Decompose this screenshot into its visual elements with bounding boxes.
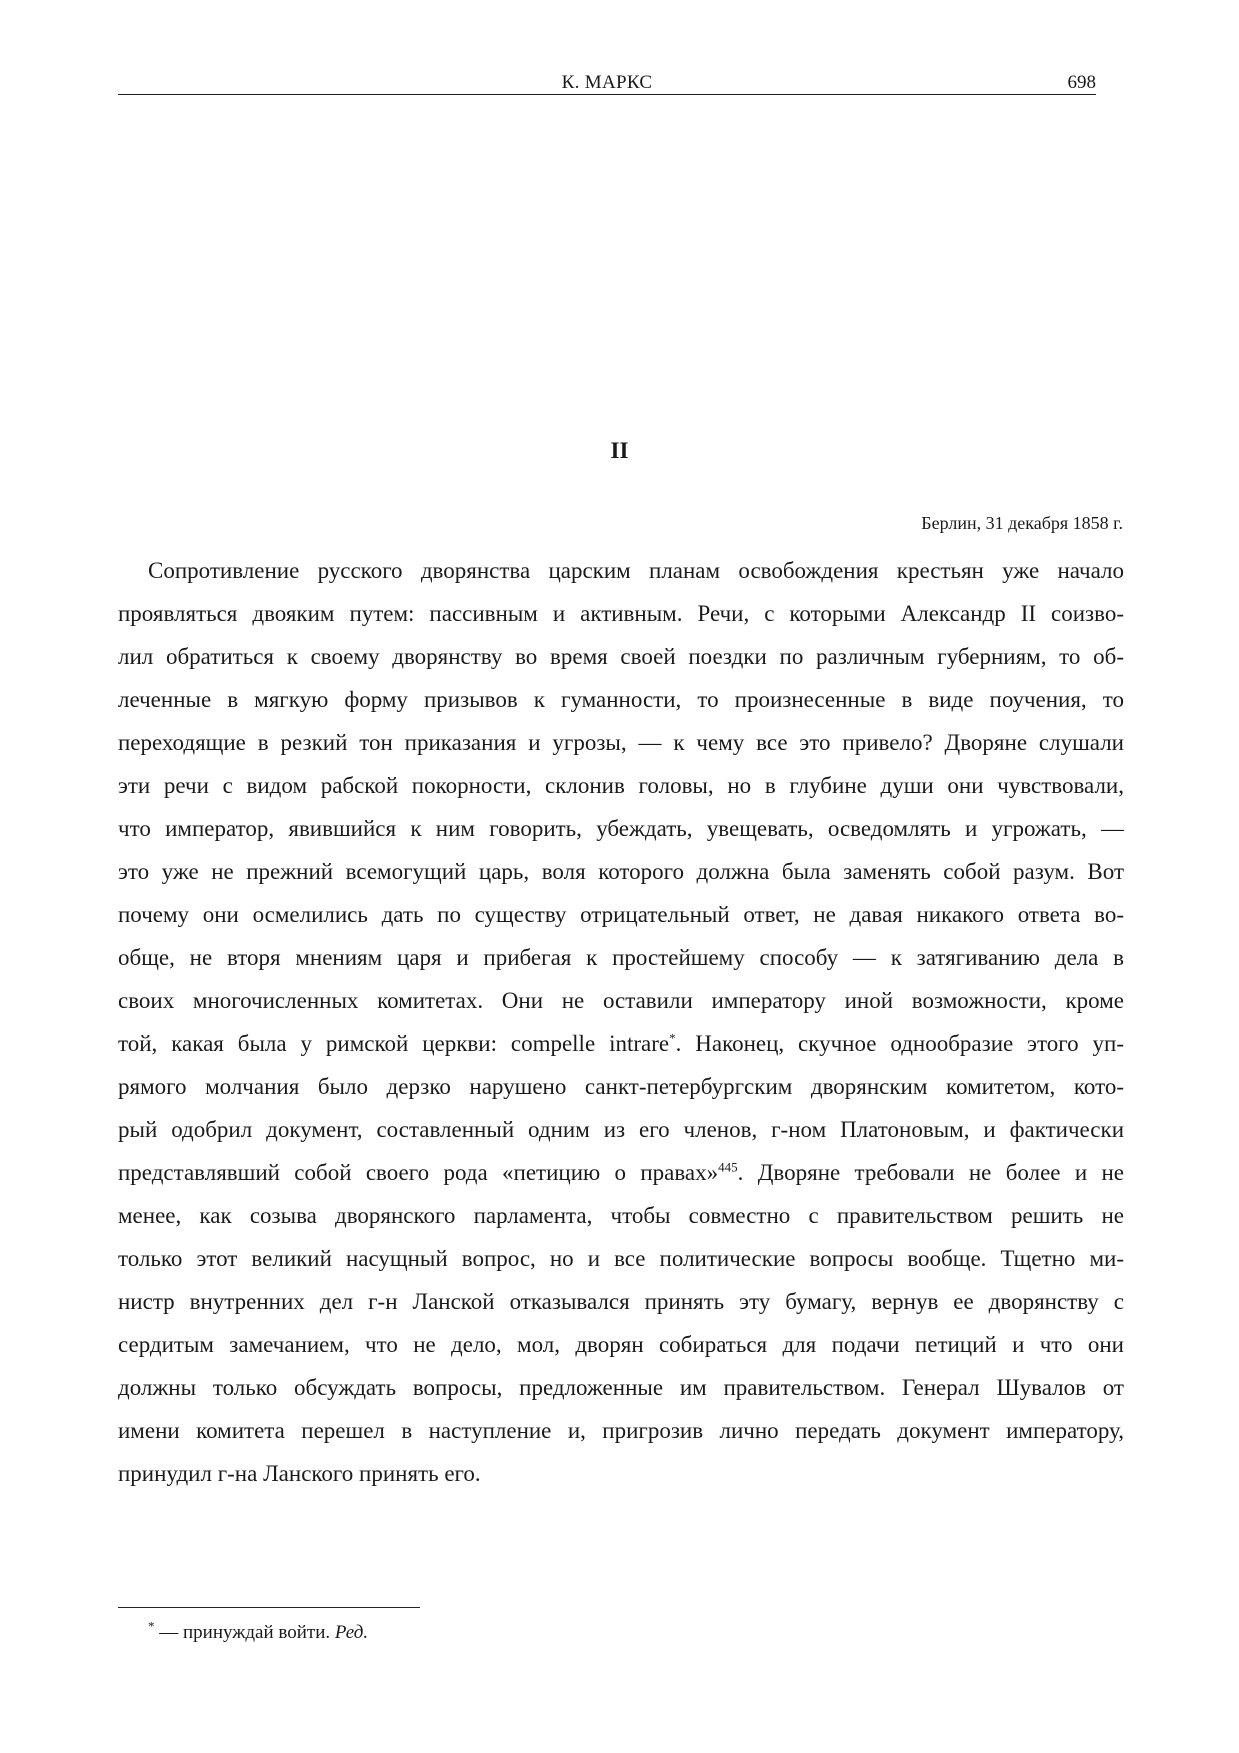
text-line: рямого молчания было дерзко нарушено санкт-петербургским дворянским комитетом, кото- — [118, 1074, 1124, 1099]
text-fragment: той, какая была у римской церкви: compelle intrare — [118, 1031, 670, 1056]
text-line: переходящие в резкий тон приказания и угрозы, — к чему все это привело? Дворяне слушали — [118, 730, 1124, 755]
text-line: должны только обсуждать вопросы, предложенные им правительством. Генерал Шувалов от — [118, 1375, 1124, 1400]
text-line: почему они осмелились дать по существу отрицательный ответ, не давая никакого ответа во- — [118, 902, 1124, 927]
text-line: это уже не прежний всемогущий царь, воля которого должна была заменять собой разум. Вот — [118, 859, 1124, 884]
footnote-divider — [118, 1607, 420, 1608]
footnote-marker: * — [669, 1030, 676, 1046]
text-line: только этот великий насущный вопрос, но и все политические вопросы вообще. Тщетно ми- — [118, 1246, 1124, 1271]
text-line: Сопротивление русского дворянства царским планам освобождения крестьян уже начало — [148, 558, 1124, 583]
text-line: своих многочисленных комитетах. Они не оставили императору иной возможности, кроме — [118, 988, 1124, 1013]
footnote-editor-note: Ред. — [334, 1622, 369, 1643]
running-header — [118, 72, 1096, 95]
text-line — [118, 1022, 1124, 1065]
footnote-mark: * — [148, 1618, 155, 1634]
page-number: 698 — [1067, 72, 1096, 93]
text-line: эти речи с видом рабской покорности, склонив головы, но в глубине души они чувствовали, — [118, 773, 1124, 798]
footnote-text: — принуждай войти. — [154, 1622, 335, 1643]
text-line: что император, явившийся к ним говорить, убеждать, увещевать, осведомлять и угрожать, — — [118, 816, 1124, 841]
running-header-author: К. МАРКС — [561, 72, 653, 93]
text-line: нистр внутренних дел г-н Ланской отказывался принять эту бумагу, вернув ее дворянству с — [118, 1289, 1124, 1314]
text-line: леченные в мягкую форму призывов к гуманности, то произнесенные в виде поучения, то — [118, 687, 1124, 712]
text-fragment: . Наконец, скучное однообразие этого уп- — [675, 1031, 1125, 1056]
endnote-reference: 445 — [718, 1159, 738, 1175]
text-line: рый одобрил документ, составленный одним из его членов, г-ном Платоновым, и фактически — [118, 1117, 1124, 1142]
text-line: менее, как созыва дворянского парламента, чтобы совместно с правительством решить не — [118, 1203, 1124, 1228]
text-line — [118, 1151, 1124, 1194]
text-line: проявляться двояким путем: пассивным и активным. Речи, с которыми Александр II соизво- — [118, 601, 1124, 626]
footnote — [148, 1618, 369, 1644]
text-line: принудил г-на Ланского принять его. — [118, 1461, 481, 1486]
text-line: лил обратиться к своему дворянству во время своей поездки по различным губерниям, то об- — [118, 644, 1124, 669]
dateline: Берлин, 31 декабря 1858 г. — [921, 513, 1123, 533]
text-fragment: представлявший собой своего рода «петицию о правах» — [118, 1160, 719, 1185]
text-fragment: . Дворяне требовали не более и не — [737, 1160, 1124, 1185]
text-line: обще, не вторя мнениям царя и прибегая к простейшему способу — к затягиванию дела в — [118, 945, 1124, 970]
section-number: II — [610, 438, 629, 463]
text-line: имени комитета перешел в наступление и, пригрозив лично передать документ императору, — [118, 1418, 1124, 1443]
text-line: сердитым замечанием, что не дело, мол, дворян собираться для подачи петиций и что они — [118, 1332, 1124, 1357]
body-paragraph — [118, 549, 1124, 1495]
